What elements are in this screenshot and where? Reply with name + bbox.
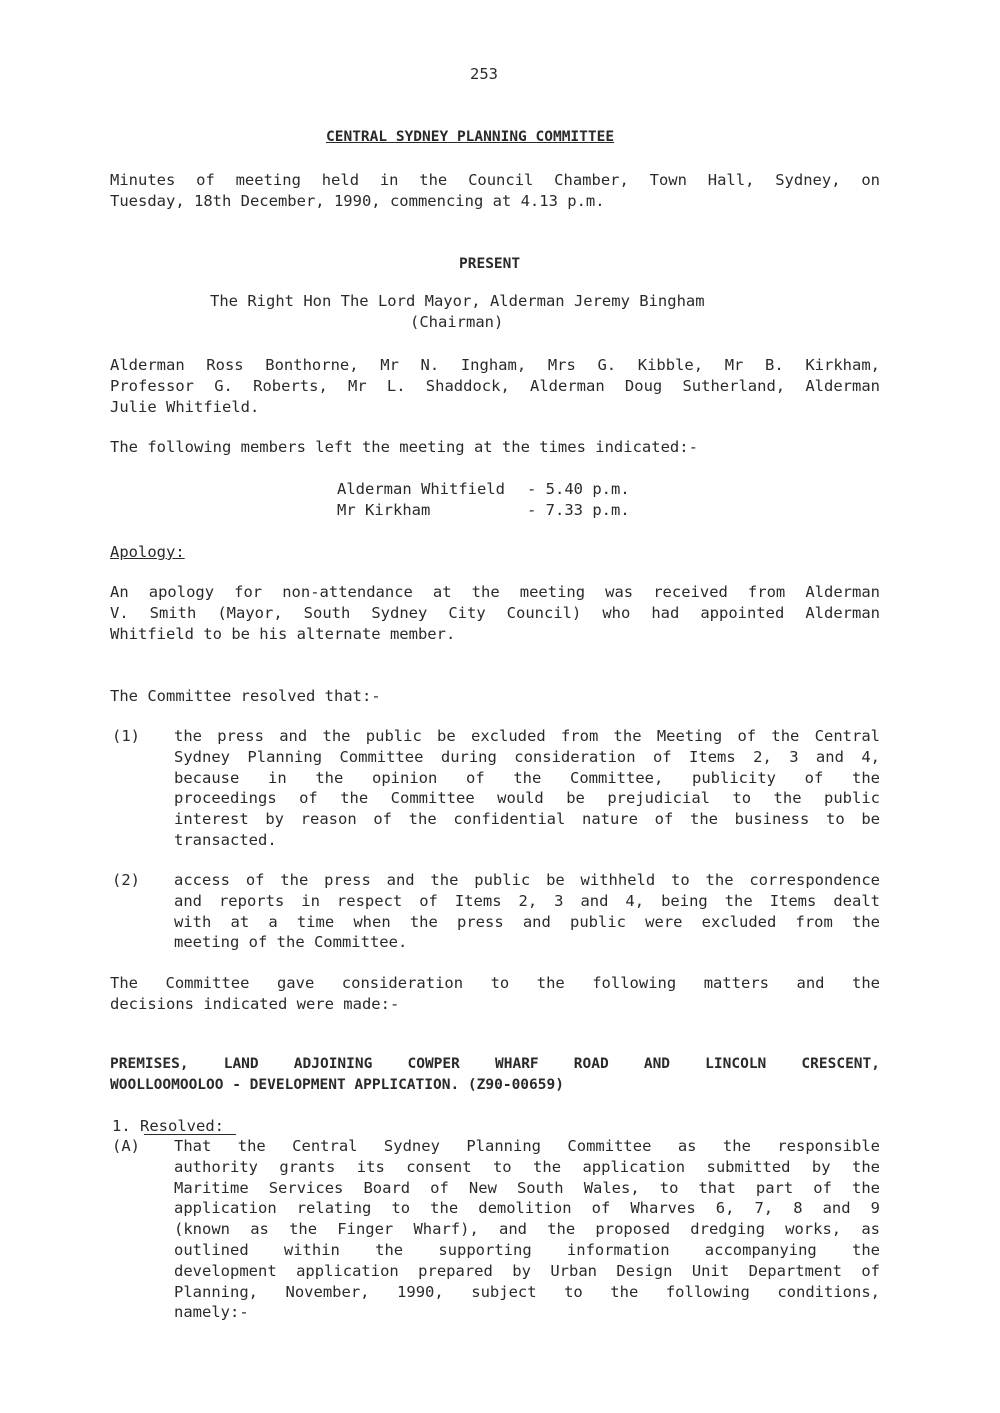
text-line: The Committee gave consideration to the following matters and the (110, 974, 880, 992)
text-line: authority grants its consent to the application submitted by the (174, 1157, 880, 1176)
text-line: interest by reason of the confidential nature of the business to be (174, 810, 880, 829)
text-line: That the Central Sydney Planning Committee as the responsible (174, 1137, 880, 1155)
text-line: An apology for non-attendance at the meeting was received from Alderman (110, 583, 880, 601)
text-line: decisions indicated were made:- (110, 994, 400, 1013)
text-line: outlined within the supporting information accompanying the (174, 1240, 880, 1259)
text-line: application relating to the demolition of Wharves 6, 7, 8 and 9 (174, 1199, 880, 1218)
text-line: (known as the Finger Wharf), and the proposed dredging works, as (174, 1220, 880, 1239)
members-paragraph (110, 355, 880, 417)
text-line: meeting of the Committee. (174, 933, 408, 952)
text-line: development application prepared by Urban Design Unit Department of (174, 1261, 880, 1280)
item-title (110, 1054, 880, 1096)
present-heading: PRESENT (459, 256, 521, 272)
text-line: Whitfield to be his alternate member. (110, 624, 456, 643)
chairman-line: The Right Hon The Lord Mayor, Alderman Jeremy Bingham (210, 292, 705, 310)
apology-paragraph (110, 582, 880, 644)
text-line: Planning, November, 1990, subject to the following conditions, (174, 1282, 880, 1301)
text-line: namely:- (174, 1303, 249, 1322)
departures-intro: The following members left the meeting at the times indicated:- (110, 438, 698, 456)
text-line: Alderman Ross Bonthorne, Mr N. Ingham, Mrs G. Kibble, Mr B. Kirkham, (110, 356, 880, 374)
text-line: with at a time when the press and public were excluded from the (174, 912, 880, 931)
sub-item-number: (A) (112, 1137, 140, 1155)
text-line: Sydney Planning Committee during consideration of Items 2, 3 and 4, (174, 747, 880, 766)
departure-name: Alderman Whitfield (337, 480, 505, 498)
chairman-role: (Chairman) (410, 313, 504, 331)
text-line: PREMISES, LAND ADJOINING COWPER WHARF ROAD AND LINCOLN CRESCENT, (110, 1056, 880, 1072)
resolution-intro: The Committee resolved that:- (110, 687, 381, 705)
text-line: access of the press and the public be withheld to the correspondence (174, 871, 880, 889)
departure-time: - 5.40 p.m. (527, 480, 630, 498)
text-line: Tuesday, 18th December, 1990, commencing at 4.13 p.m. (110, 191, 605, 210)
text-line: proceedings of the Committee would be prejudicial to the public (174, 789, 880, 808)
departure-time: - 7.33 p.m. (527, 501, 630, 519)
sub-item-text (174, 1136, 880, 1323)
text-line: V. Smith (Mayor, South Sydney City Council) who had appointed Alderman (110, 603, 880, 622)
text-line: transacted. (174, 830, 277, 849)
resolution-item-text (174, 726, 880, 851)
resolution-item-text (174, 870, 880, 953)
text-line: and reports in respect of Items 2, 3 and 4, being the Items dealt (174, 891, 880, 910)
committee-title: CENTRAL SYDNEY PLANNING COMMITTEE (326, 129, 615, 145)
text-line: Maritime Services Board of New South Wales, to that part of the (174, 1178, 880, 1197)
text-line: WOOLLOOMOOLOO - DEVELOPMENT APPLICATION. (Z90-00659) (110, 1076, 564, 1093)
resolution-item-number: (1) (112, 727, 140, 745)
text-line: Minutes of meeting held in the Council Chamber, Town Hall, Sydney, on (110, 171, 880, 189)
resolved-underline (144, 1134, 236, 1135)
departure-name: Mr Kirkham (337, 501, 431, 519)
text-line: the press and the public be excluded from the Meeting of the Central (174, 727, 880, 745)
apology-heading: Apology: (110, 543, 185, 561)
intro-paragraph (110, 170, 880, 212)
text-line: Julie Whitfield. (110, 397, 260, 416)
consideration-paragraph (110, 973, 880, 1015)
resolution-item-number: (2) (112, 871, 140, 889)
text-line: because in the opinion of the Committee, publicity of the (174, 768, 880, 787)
resolved-label: 1. Resolved: (112, 1117, 224, 1135)
text-line: Professor G. Roberts, Mr L. Shaddock, Alderman Doug Sutherland, Alderman (110, 376, 880, 395)
page-number: 253 (470, 65, 498, 83)
